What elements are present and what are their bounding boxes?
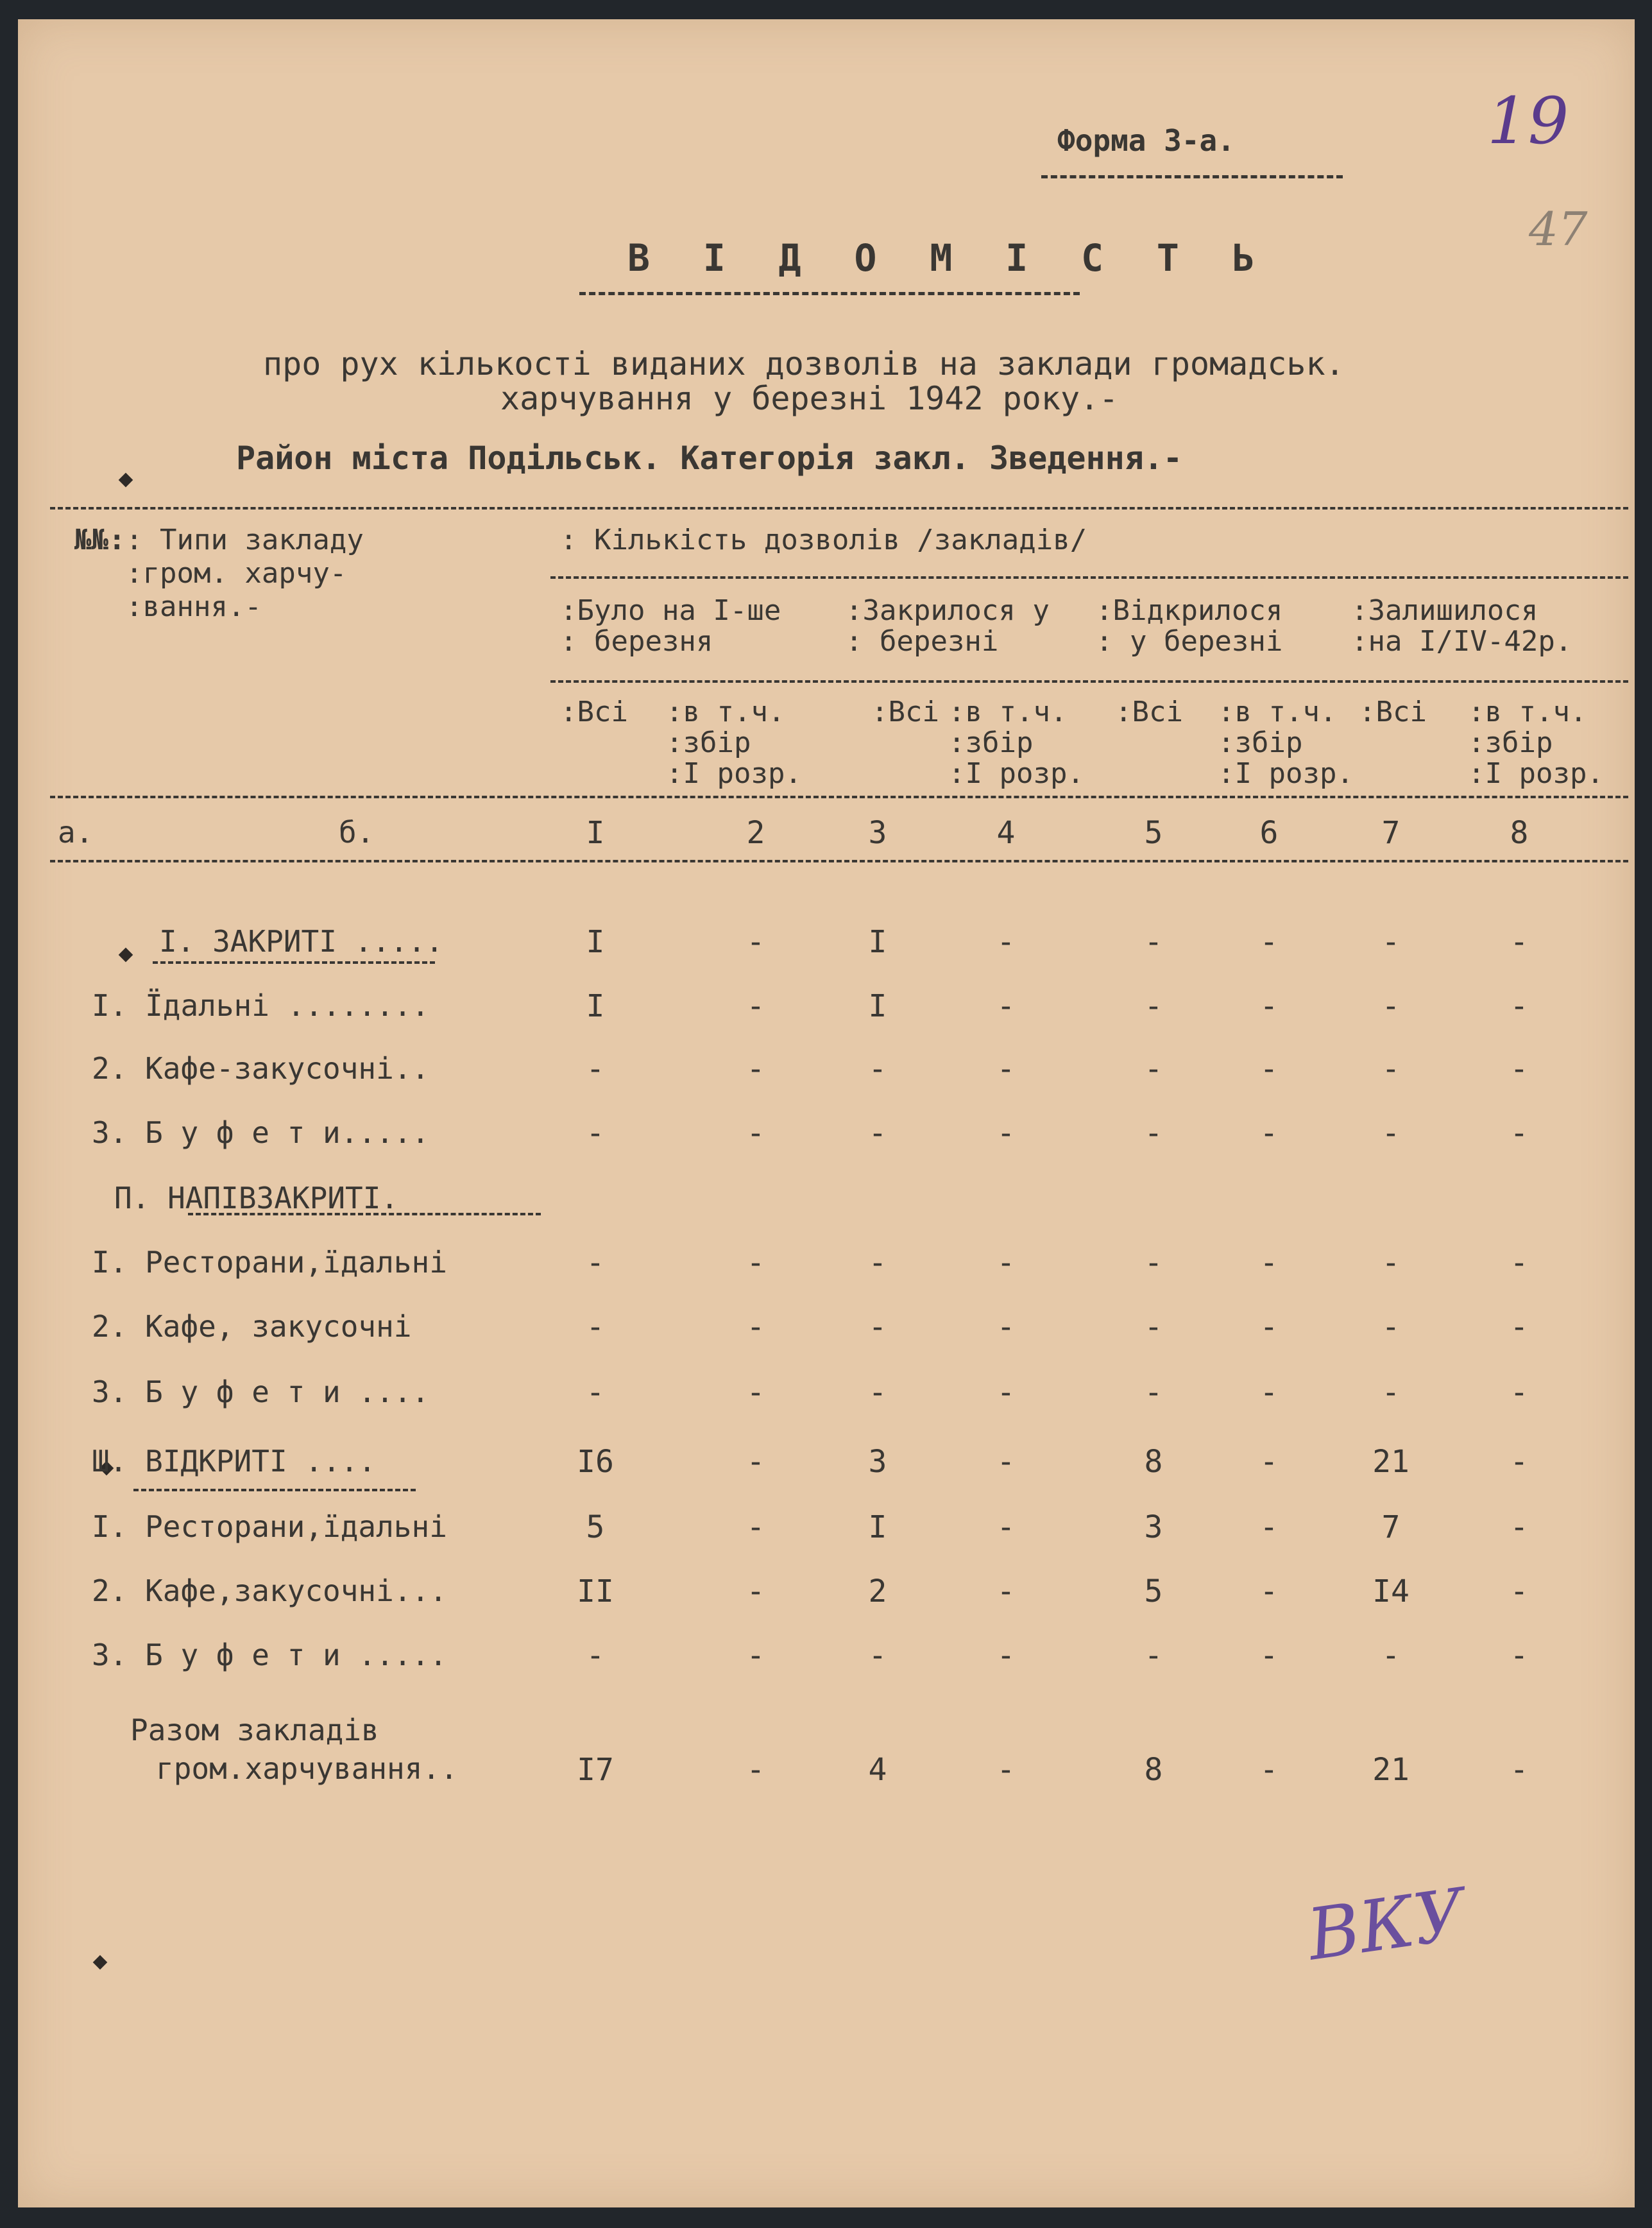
total-cell: -: [996, 1752, 1016, 1788]
total-cell: 8: [1144, 1752, 1163, 1788]
table-cell: -: [1259, 1245, 1279, 1281]
colnum-5: 5: [1144, 815, 1163, 851]
table-cell: -: [1381, 1115, 1401, 1151]
table-cell: -: [996, 1638, 1016, 1674]
table-cell: -: [1259, 1115, 1279, 1151]
table-cell: -: [1381, 1375, 1401, 1410]
colnum-3: 3: [868, 815, 887, 851]
colnum-6: 6: [1259, 815, 1279, 851]
form-label-underline: [1041, 175, 1343, 178]
table-cell: -: [746, 988, 765, 1024]
header-incl-1-b: :збір: [666, 726, 751, 759]
header-all-1: :Всі: [560, 696, 628, 728]
table-cell: -: [1144, 1115, 1163, 1151]
table-cell: -: [746, 1051, 765, 1087]
row-label: І. Їдальні ........: [92, 988, 430, 1023]
archive-sheet-number: 19: [1487, 83, 1569, 159]
row-label: 2. Кафе-закусочні..: [92, 1051, 430, 1086]
header-bottom-rule: [50, 796, 1628, 798]
table-cell: -: [1510, 988, 1529, 1024]
table-cell: -: [996, 1509, 1016, 1545]
row-label: 3. Б у ф е т и.....: [92, 1115, 430, 1150]
colnum-8: 8: [1510, 815, 1529, 851]
header-group-title: : Кількість дозволів /закладів/: [560, 524, 1087, 556]
table-cell: -: [746, 1115, 765, 1151]
row-label: І. Ресторани,їдальні: [92, 1509, 447, 1544]
header-incl-2-a: :в т.ч.: [948, 696, 1068, 728]
table-cell: -: [868, 1638, 887, 1674]
header-incl-4-c: :І розр.: [1468, 757, 1604, 790]
table-cell: -: [996, 1375, 1016, 1410]
table-cell: -: [996, 1245, 1016, 1281]
table-cell: 5: [1144, 1573, 1163, 1609]
table-cell: -: [1144, 1375, 1163, 1410]
section-3-underline: [133, 1489, 416, 1491]
subgroup-rule: [550, 680, 1628, 683]
table-cell: 3: [868, 1444, 887, 1480]
archive-old-number: 47: [1529, 202, 1588, 256]
table-cell: -: [586, 1051, 605, 1087]
table-cell: -: [1510, 924, 1529, 960]
header-incl-4-a: :в т.ч.: [1468, 696, 1587, 728]
table-cell: -: [746, 1309, 765, 1345]
table-cell: -: [1381, 1245, 1401, 1281]
table-cell: -: [1144, 1245, 1163, 1281]
table-cell: -: [1259, 988, 1279, 1024]
row-label: 3. Б у ф е т и .....: [92, 1638, 447, 1672]
table-cell: -: [1259, 1051, 1279, 1087]
table-cell: 7: [1381, 1509, 1401, 1545]
table-cell: -: [1259, 1309, 1279, 1345]
table-cell: І4: [1372, 1573, 1409, 1609]
total-cell: -: [746, 1752, 765, 1788]
table-cell: І: [586, 924, 605, 960]
table-cell: 3: [1144, 1509, 1163, 1545]
header-type-line-2: :гром. харчу-: [126, 557, 347, 590]
total-cell: І7: [577, 1752, 614, 1788]
table-cell: -: [996, 1115, 1016, 1151]
title-underline: [579, 292, 1080, 295]
table-cell: -: [1144, 1051, 1163, 1087]
table-cell: -: [746, 1375, 765, 1410]
header-incl-1-a: :в т.ч.: [666, 696, 785, 728]
table-cell: -: [996, 988, 1016, 1024]
row-label: 2. Кафе, закусочні: [92, 1309, 412, 1344]
row-label: І. ЗАКРИТІ .....: [159, 924, 444, 959]
table-cell: -: [1381, 924, 1401, 960]
colnum-2: 2: [746, 815, 765, 851]
header-all-3: :Всі: [1115, 696, 1183, 728]
table-cell: -: [1144, 988, 1163, 1024]
row-label: 3. Б у ф е т и ....: [92, 1375, 430, 1409]
table-cell: -: [746, 1444, 765, 1480]
table-cell: -: [1510, 1638, 1529, 1674]
table-cell: І6: [577, 1444, 614, 1480]
colnum-b: б.: [339, 815, 375, 850]
table-cell: -: [996, 1309, 1016, 1345]
punch-mark: [119, 473, 133, 488]
table-cell: -: [1510, 1444, 1529, 1480]
section-1-underline: [153, 961, 435, 964]
subtitle-line-2: харчування у березні 1942 року.-: [500, 380, 1119, 417]
total-cell: 21: [1372, 1752, 1409, 1788]
table-cell: -: [1259, 1444, 1279, 1480]
table-cell: -: [1381, 1309, 1401, 1345]
table-cell: -: [1510, 1573, 1529, 1609]
column-numbers-rule: [50, 860, 1628, 862]
header-number: №№:: [74, 524, 126, 556]
header-incl-3-b: :збір: [1218, 726, 1303, 759]
table-cell: -: [586, 1245, 605, 1281]
header-incl-3-a: :в т.ч.: [1218, 696, 1337, 728]
header-incl-2-b: :збір: [948, 726, 1034, 759]
header-subgroup-1-line-1: :Було на І-ше: [560, 594, 781, 627]
total-cell: 4: [868, 1752, 887, 1788]
total-label-line-1: Разом закладів: [130, 1713, 379, 1747]
document-sheet: [18, 19, 1635, 2207]
table-cell: -: [586, 1309, 605, 1345]
header-incl-4-b: :збір: [1468, 726, 1553, 759]
header-incl-3-c: :І розр.: [1218, 757, 1354, 790]
table-cell: -: [1259, 1375, 1279, 1410]
header-subgroup-2-line-2: : березні: [846, 625, 999, 658]
table-cell: 2: [868, 1573, 887, 1609]
table-cell: -: [1381, 1638, 1401, 1674]
colnum-7: 7: [1381, 815, 1401, 851]
table-cell: І: [868, 988, 887, 1024]
table-cell: -: [746, 1245, 765, 1281]
table-cell: 5: [586, 1509, 605, 1545]
table-cell: ІІ: [577, 1573, 614, 1609]
table-cell: І: [868, 924, 887, 960]
row-label: 2. Кафе,закусочні...: [92, 1573, 447, 1608]
table-cell: -: [586, 1638, 605, 1674]
table-cell: -: [1259, 1638, 1279, 1674]
header-incl-2-c: :І розр.: [948, 757, 1084, 790]
row-label: І. Ресторани,їдальні: [92, 1245, 447, 1280]
district-line: Район міста Подільськ. Категорія закл. Зведення.-: [236, 440, 1183, 477]
table-cell: -: [1510, 1051, 1529, 1087]
table-cell: -: [1259, 1509, 1279, 1545]
handwritten-initials: ВКУ: [1302, 1872, 1470, 1976]
group-rule: [550, 576, 1628, 579]
colnum-1: І: [586, 815, 605, 851]
table-cell: -: [1381, 1051, 1401, 1087]
table-top-rule: [50, 507, 1628, 510]
table-cell: -: [1259, 924, 1279, 960]
table-cell: -: [1510, 1509, 1529, 1545]
table-cell: -: [1510, 1375, 1529, 1410]
table-cell: -: [1381, 988, 1401, 1024]
table-cell: -: [1144, 1638, 1163, 1674]
total-cell: -: [1259, 1752, 1279, 1788]
table-cell: -: [746, 1573, 765, 1609]
form-label: Форма 3-а.: [1057, 123, 1235, 158]
table-cell: -: [746, 1509, 765, 1545]
header-incl-1-c: :І розр.: [666, 757, 802, 790]
table-cell: -: [996, 1444, 1016, 1480]
table-cell: -: [1144, 924, 1163, 960]
table-cell: І: [868, 1509, 887, 1545]
table-cell: -: [1144, 1309, 1163, 1345]
colnum-4: 4: [996, 815, 1016, 851]
row-label: Ш. ВІДКРИТІ ....: [92, 1444, 377, 1478]
header-subgroup-2-line-1: :Закрилося у: [846, 594, 1050, 627]
table-cell: -: [1259, 1573, 1279, 1609]
table-cell: 8: [1144, 1444, 1163, 1480]
table-cell: І: [586, 988, 605, 1024]
document-title: В І Д О М І С Т Ь: [627, 236, 1270, 280]
total-label-line-2: гром.харчування..: [156, 1751, 458, 1786]
table-cell: -: [996, 1051, 1016, 1087]
table-cell: -: [1510, 1115, 1529, 1151]
header-all-2: :Всі: [871, 696, 939, 728]
header-subgroup-4-line-2: :на І/IV-42р.: [1351, 625, 1572, 658]
table-cell: -: [1510, 1309, 1529, 1345]
table-cell: -: [868, 1309, 887, 1345]
table-cell: 21: [1372, 1444, 1409, 1480]
table-cell: -: [586, 1375, 605, 1410]
header-type-line-1: : Типи закладу: [126, 524, 364, 556]
header-type-line-3: :вання.-: [126, 590, 262, 623]
table-cell: -: [996, 924, 1016, 960]
table-cell: -: [868, 1115, 887, 1151]
total-cell: -: [1510, 1752, 1529, 1788]
table-cell: -: [586, 1115, 605, 1151]
table-cell: -: [868, 1245, 887, 1281]
header-subgroup-3-line-2: : у березні: [1096, 625, 1283, 658]
colnum-a: а.: [58, 815, 94, 850]
table-cell: -: [868, 1375, 887, 1410]
punch-mark: [93, 1955, 108, 1970]
header-subgroup-3-line-1: :Відкрилося: [1096, 594, 1283, 627]
punch-mark: [119, 948, 133, 963]
header-subgroup-4-line-1: :Залишилося: [1351, 594, 1538, 627]
row-label: П. НАПІВЗАКРИТІ.: [114, 1181, 399, 1215]
table-cell: -: [1510, 1245, 1529, 1281]
table-cell: -: [746, 924, 765, 960]
subtitle-line-1: про рух кількості виданих дозволів на заклади громадськ.: [263, 345, 1345, 382]
header-all-4: :Всі: [1359, 696, 1427, 728]
header-subgroup-1-line-2: : березня: [560, 625, 713, 658]
table-cell: -: [996, 1573, 1016, 1609]
table-cell: -: [746, 1638, 765, 1674]
table-cell: -: [868, 1051, 887, 1087]
